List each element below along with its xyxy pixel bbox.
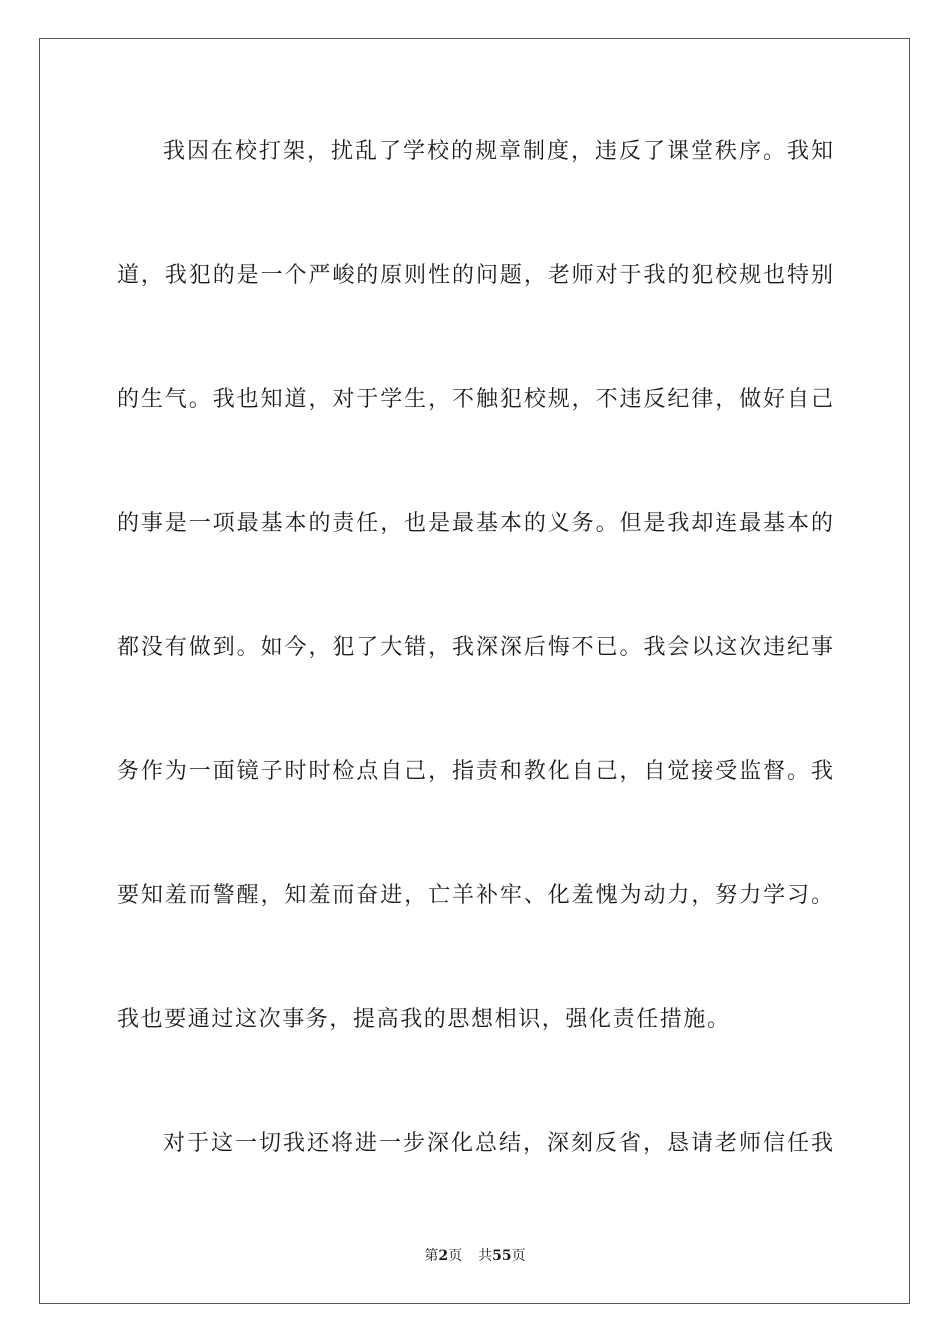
paragraph-2-line-1: 对于这一切我还将进一步深化总结，深刻反省，恳请老师信任我 [163, 1131, 833, 1156]
footer-page-prefix: 第 [424, 1248, 439, 1264]
footer-total-prefix: 共 [478, 1248, 493, 1264]
paragraph-1-line-4: 的事是一项最基本的责任，也是最基本的义务。但是我却连最基本的 [117, 511, 833, 536]
paragraph-1-line-5: 都没有做到。如今，犯了大错，我深深后悔不已。我会以这次违纪事 [117, 635, 833, 660]
footer-page-suffix: 页 [448, 1248, 463, 1264]
footer-page-number: 2 [438, 1248, 449, 1264]
paragraph-1-line-6: 务作为一面镜子时时检点自己，指责和教化自己，自觉接受监督。我 [117, 759, 833, 784]
paragraph-1-line-2: 道，我犯的是一个严峻的原则性的问题，老师对于我的犯校规也特别 [117, 263, 833, 288]
paragraph-1-line-1: 我因在校打架，扰乱了学校的规章制度，违反了课堂秩序。我知 [163, 139, 833, 164]
page-footer [0, 1247, 950, 1265]
footer-total-suffix: 页 [511, 1248, 526, 1264]
paragraph-1-line-8: 我也要通过这次事务，提高我的思想相识，强化责任措施。 [117, 1007, 731, 1032]
paragraph-1-line-7: 要知羞而警醒，知羞而奋进，亡羊补牢、化羞愧为动力，努力学习。 [117, 883, 833, 908]
footer-total-pages: 55 [492, 1248, 512, 1264]
page-border [39, 38, 910, 1304]
paragraph-1-line-3: 的生气。我也知道，对于学生，不触犯校规，不违反纪律，做好自己 [117, 387, 833, 412]
